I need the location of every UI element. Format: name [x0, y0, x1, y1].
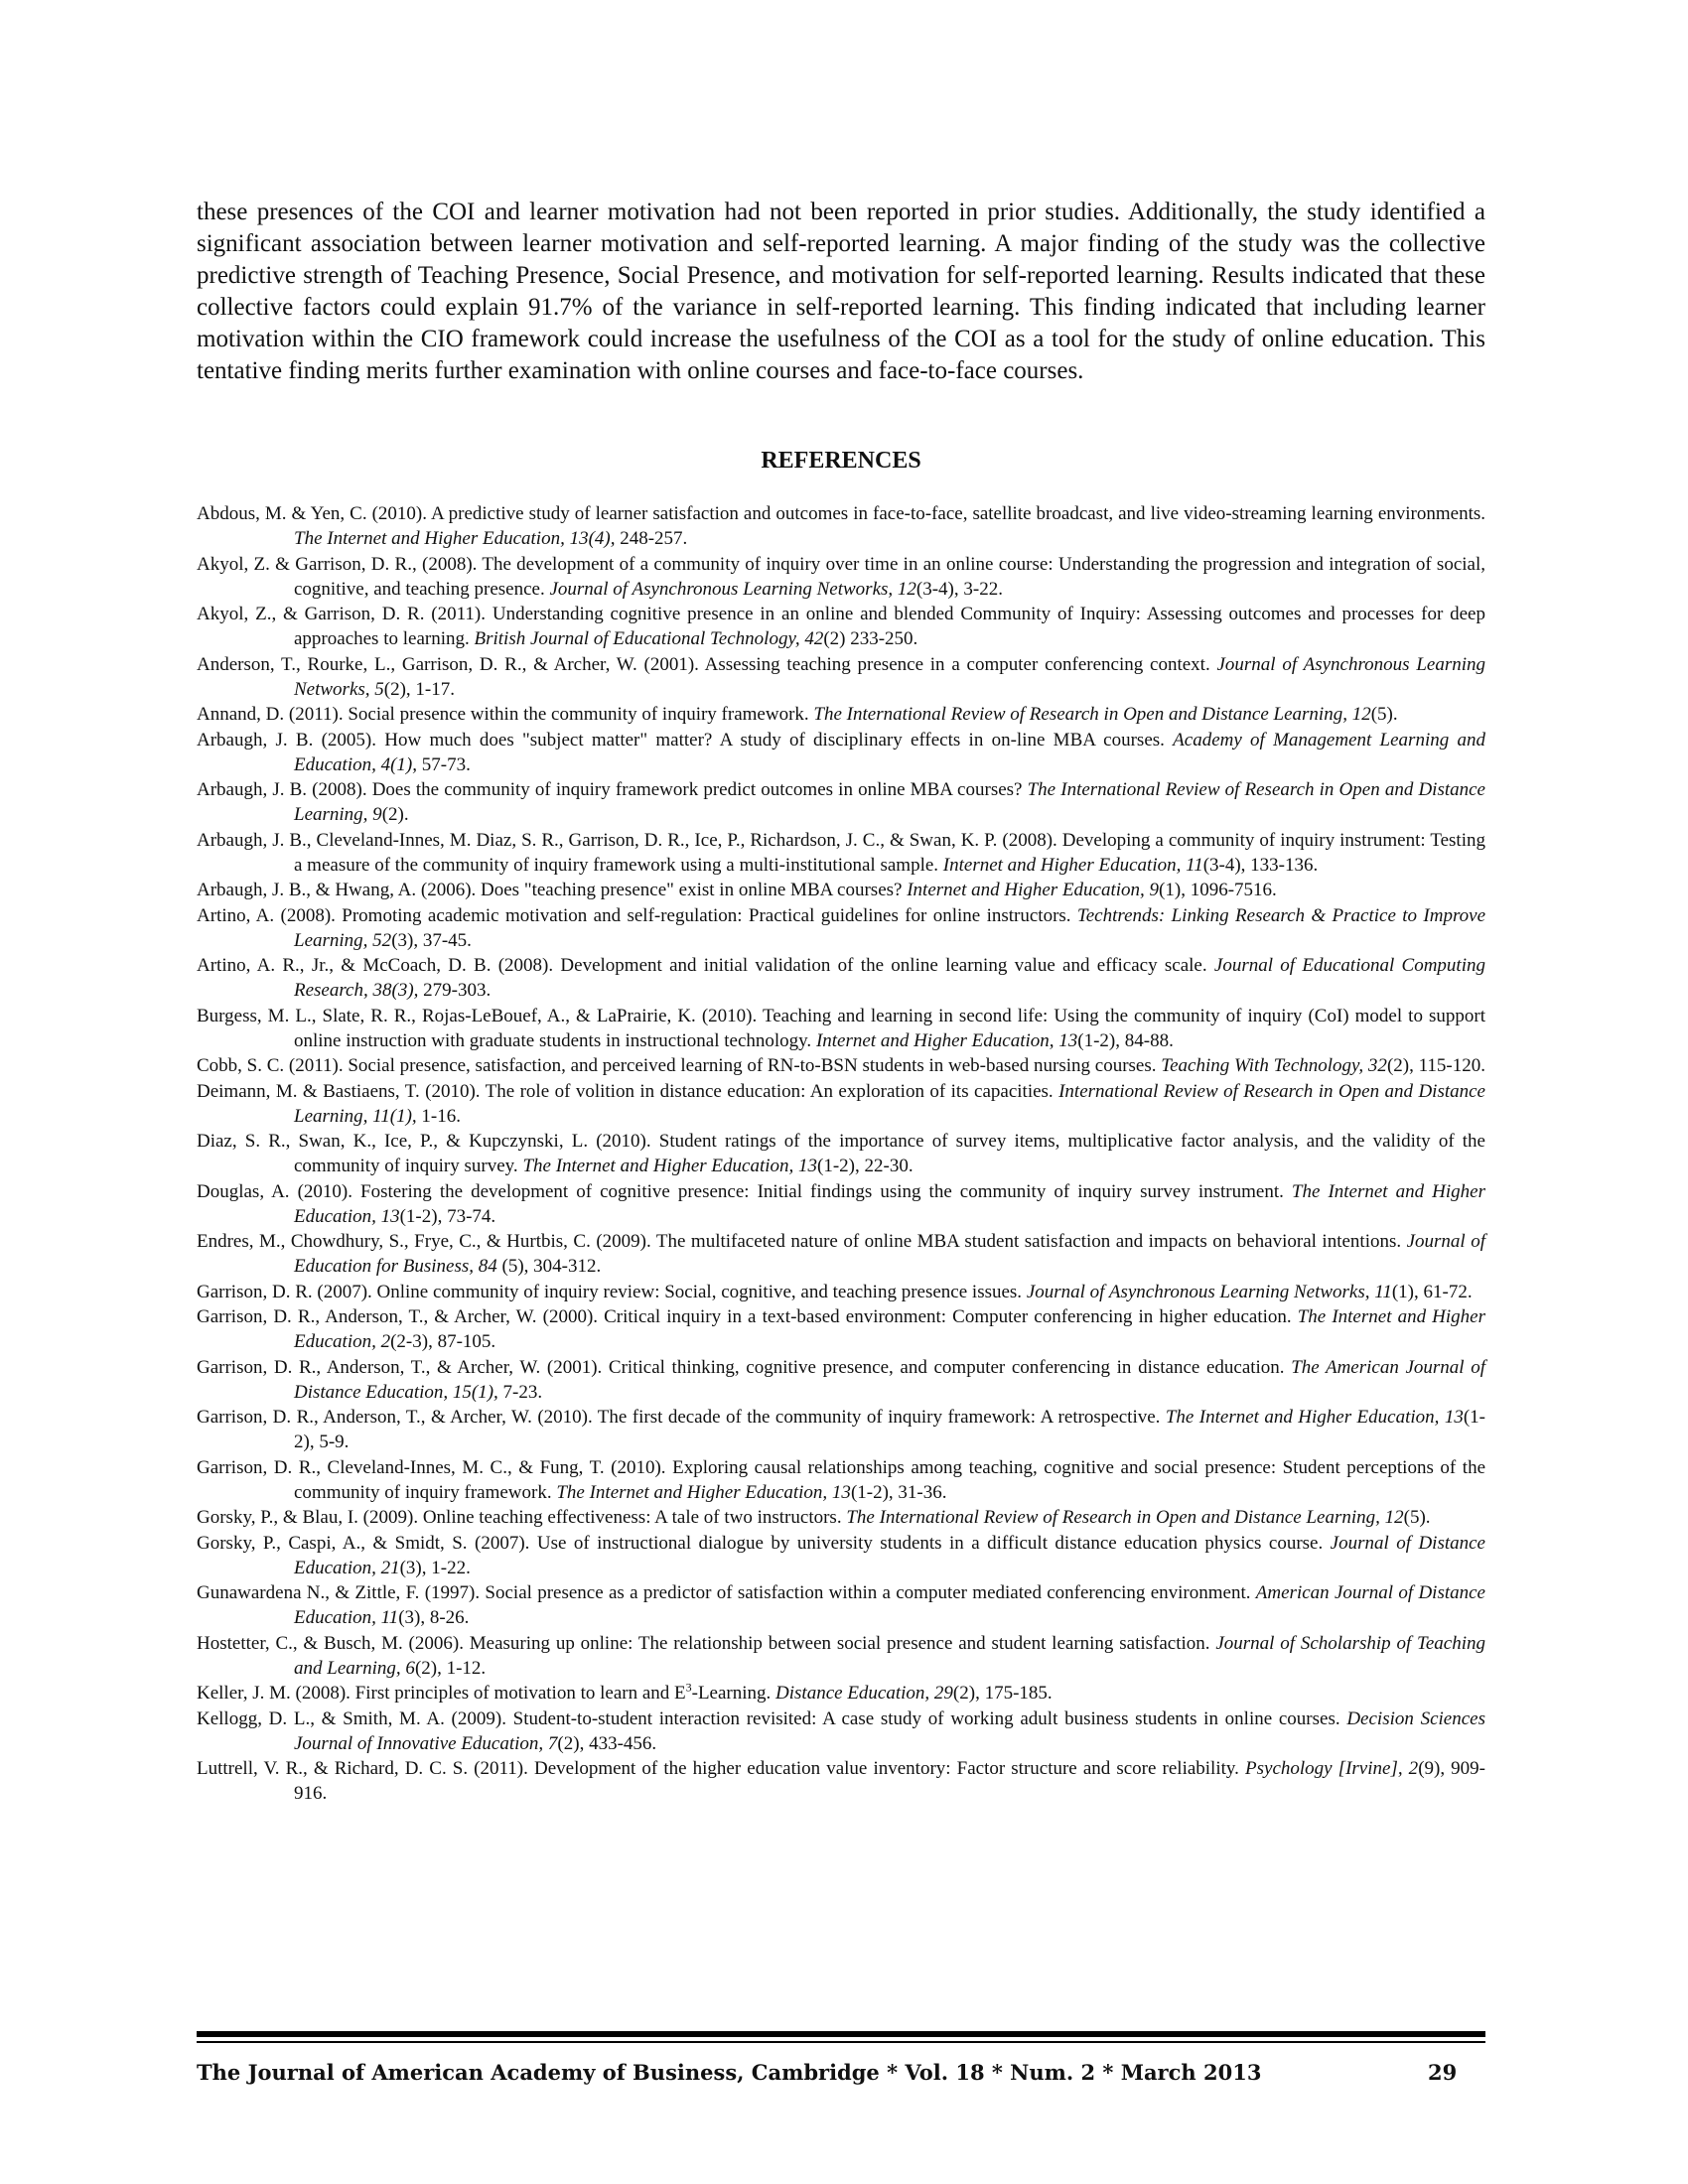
- reference-details: 57-73.: [417, 753, 471, 775]
- reference-text: Akyol, Z., & Garrison, D. R. (2011). Understanding cognitive presence in an online and blended Community of Inquiry: Assessing outcomes and processes for deep approaches to learning.: [197, 604, 1485, 649]
- reference-details: (5), 304-312.: [496, 1256, 602, 1277]
- reference-text: Kellogg, D. L., & Smith, M. A. (2009). Student-to-student interaction revisited: A case study of working adult business students in online courses.: [197, 1707, 1347, 1729]
- reference-text: Gorsky, P., & Blau, I. (2009). Online teaching effectiveness: A tale of two instructors.: [197, 1507, 847, 1528]
- reference-entry: [197, 1505, 1485, 1530]
- references-list: [197, 501, 1485, 1807]
- reference-source-title: Journal of Scholarship of Teaching and Learning, 6: [294, 1632, 1485, 1679]
- reference-source-title: Decision Sciences Journal of Innovative Education, 7: [294, 1707, 1485, 1754]
- reference-source-title: Internet and Higher Education, 9: [907, 880, 1160, 900]
- reference-text: Burgess, M. L., Slate, R. R., Rojas-LeBouef, A., & LaPrairie, K. (2010). Teaching and learning in second life: Using the community of inquiry (CoI) model to support online instruction with graduate students in instructional technology.: [197, 1005, 1485, 1051]
- reference-details: (2-3), 87-105.: [390, 1331, 496, 1352]
- reference-text: Luttrell, V. R., & Richard, D. C. S. (2011). Development of the higher education value inventory: Factor structure and score reliability.: [197, 1758, 1246, 1779]
- reference-source-title: The Internet and Higher Education, 13: [522, 1156, 818, 1176]
- reference-details: (2) 233-250.: [823, 628, 918, 649]
- reference-source-title: The International Review of Research in Open and Distance Learning, 12: [813, 704, 1371, 725]
- reference-details: 248-257.: [615, 528, 688, 549]
- reference-entry: [197, 1179, 1485, 1229]
- reference-details: (2), 115-120.: [1386, 1055, 1485, 1076]
- reference-text: Artino, A. R., Jr., & McCoach, D. B. (2008). Development and initial validation of the online learning value and efficacy scale.: [197, 955, 1214, 976]
- reference-entry: [197, 1681, 1485, 1706]
- reference-source-title: Techtrends: Linking Research & Practice to Improve Learning, 52: [294, 904, 1486, 951]
- reference-text: Deimann, M. & Bastiaens, T. (2010). The role of volition in distance education: An exploration of its capacities.: [197, 1080, 1059, 1102]
- reference-text: Anderson, T., Rourke, L., Garrison, D. R., & Archer, W. (2001). Assessing teaching presence in a computer conferencing context.: [197, 653, 1217, 675]
- reference-text: Garrison, D. R. (2007). Online community of inquiry review: Social, cognitive, and teaching presence issues.: [197, 1281, 1027, 1302]
- reference-text: Gorsky, P., Caspi, A., & Smidt, S. (2007). Use of instructional dialogue by university students in a difficult distance education physics course.: [197, 1532, 1331, 1554]
- reference-details: (1-2), 84-88.: [1077, 1029, 1174, 1051]
- reference-details: (2).: [381, 804, 409, 825]
- reference-details: (9), 909-916.: [294, 1758, 1486, 1804]
- reference-entry: [197, 878, 1485, 902]
- reference-text: Keller, J. M. (2008). First principles of motivation to learn and E: [197, 1683, 686, 1704]
- reference-entry: [197, 1280, 1485, 1304]
- reference-source-title: The International Review of Research in Open and Distance Learning, 12: [846, 1507, 1404, 1528]
- reference-source-title: The Internet and Higher Education, 13(4),: [294, 528, 616, 549]
- reference-source-title: Internet and Higher Education, 11: [942, 854, 1203, 876]
- reference-source-title: Journal of Education for Business, 84: [294, 1231, 1485, 1277]
- reference-details: (3-4), 3-22.: [915, 578, 1003, 600]
- reference-entry: [197, 1455, 1485, 1505]
- reference-entry: [197, 1756, 1485, 1806]
- reference-entry: [197, 1129, 1485, 1178]
- reference-details: (3), 37-45.: [391, 929, 472, 951]
- reference-entry: [197, 1631, 1485, 1681]
- reference-details: (2), 433-456.: [557, 1732, 657, 1754]
- reference-details: (1-2), 73-74.: [399, 1205, 496, 1227]
- reference-details: (1), 61-72.: [1391, 1281, 1473, 1302]
- references-heading: REFERENCES: [761, 448, 921, 474]
- reference-entry: [197, 501, 1485, 551]
- reference-entry: [197, 1531, 1485, 1580]
- reference-source-title: The Internet and Higher Education, 13: [294, 1180, 1485, 1227]
- reference-source-title: The Internet and Higher Education, 2: [294, 1306, 1485, 1352]
- reference-source-title: Teaching With Technology, 32: [1161, 1055, 1387, 1076]
- reference-details: (1), 1096-7516.: [1159, 880, 1277, 900]
- reference-details: (3), 8-26.: [398, 1607, 470, 1628]
- reference-text: -Learning.: [691, 1683, 776, 1704]
- body-paragraph: these presences of the COI and learner motivation had not been reported in prior studies. Additionally, the study identified a significant association between learner motivation and self-reported learning. A major finding of the study was the collective predictive strength of Teaching Presence, Social Presence, and motivation for self-reported learning. Results indicated that these collective factors could explain 91.7% of the variance in self-reported learning. This finding indicated that including learner motivation within the CIO framework could increase the usefulness of the COI as a tool for the study of online education. This tentative finding merits further examination with online courses and face-to-face courses.: [197, 199, 1485, 384]
- reference-text: Artino, A. (2008). Promoting academic motivation and self-regulation: Practical guidelines for online instructors.: [197, 904, 1077, 926]
- reference-source-title: The Internet and Higher Education, 13: [556, 1481, 851, 1503]
- reference-source-title: Journal of Educational Computing Research, 38(3),: [294, 955, 1485, 1001]
- reference-details: (3), 1-22.: [399, 1557, 471, 1578]
- reference-text: Garrison, D. R., Anderson, T., & Archer, W. (2001). Critical thinking, cognitive presence, and computer conferencing in distance education.: [197, 1356, 1292, 1378]
- reference-text: Endres, M., Chowdhury, S., Frye, C., & Hurtbis, C. (2009). The multifaceted nature of online MBA student satisfaction and impacts on behavioral intentions.: [197, 1231, 1407, 1252]
- reference-text: Hostetter, C., & Busch, M. (2006). Measuring up online: The relationship between social presence and student learning satisfaction.: [197, 1632, 1216, 1654]
- reference-text: Garrison, D. R., Cleveland-Innes, M. C., & Fung, T. (2010). Exploring causal relationships among teaching, cognitive and social presence: Student perceptions of the community of inquiry framework.: [197, 1456, 1485, 1503]
- reference-text: Douglas, A. (2010). Fostering the development of cognitive presence: Initial findings using the community of inquiry survey instrument.: [197, 1180, 1292, 1202]
- reference-text: Arbaugh, J. B. (2005). How much does "subject matter" matter? A study of disciplinary effects in on-line MBA courses.: [197, 729, 1174, 751]
- reference-text: Cobb, S. C. (2011). Social presence, satisfaction, and perceived learning of RN-to-BSN students in web-based nursing courses.: [197, 1055, 1162, 1076]
- reference-source-title: Journal of Asynchronous Learning Networks, 5: [294, 653, 1485, 700]
- reference-details: (2), 175-185.: [952, 1683, 1053, 1704]
- reference-text: Arbaugh, J. B. (2008). Does the community of inquiry framework predict outcomes in online MBA courses?: [197, 779, 1028, 800]
- reference-details: 279-303.: [418, 980, 492, 1001]
- reference-source-title: Distance Education, 29: [775, 1683, 953, 1704]
- reference-entry: [197, 702, 1485, 727]
- reference-entry: [197, 953, 1485, 1003]
- reference-entry: [197, 552, 1485, 602]
- reference-text: Akyol, Z. & Garrison, D. R., (2008). The development of a community of inquiry over time in an online course: Understanding the progression and integration of social, cognitive, and teaching presence.: [197, 553, 1485, 600]
- reference-source-title: Academy of Management Learning and Education, 4(1),: [294, 729, 1485, 775]
- reference-details: (2), 1-17.: [383, 678, 456, 700]
- reference-entry: [197, 1053, 1485, 1078]
- reference-entry: [197, 1004, 1485, 1053]
- reference-entry: [197, 777, 1485, 827]
- reference-details: (1-2), 31-36.: [850, 1481, 947, 1503]
- reference-text: Abdous, M. & Yen, C. (2010). A predictive study of learner satisfaction and outcomes in face-to-face, satellite broadcast, and live video-streaming learning environments.: [197, 503, 1485, 524]
- reference-text: Garrison, D. R., Anderson, T., & Archer, W. (2010). The first decade of the community of inquiry framework: A retrospective.: [197, 1407, 1166, 1428]
- reference-text: Garrison, D. R., Anderson, T., & Archer, W. (2000). Critical inquiry in a text-based environment: Computer conferencing in higher education.: [197, 1306, 1298, 1327]
- reference-details: 1-16.: [416, 1105, 461, 1127]
- reference-entry: [197, 1706, 1485, 1756]
- reference-entry: [197, 1304, 1485, 1354]
- reference-superscript: 3: [685, 1680, 692, 1695]
- reference-entry: [197, 828, 1485, 878]
- reference-entry: [197, 602, 1485, 651]
- reference-source-title: Psychology [Irvine], 2: [1245, 1758, 1419, 1779]
- reference-entry: [197, 1079, 1485, 1129]
- reference-entry: [197, 652, 1485, 702]
- reference-details: 7-23.: [497, 1381, 543, 1403]
- journal-footer: The Journal of American Academy of Business, Cambridge * Vol. 18 * Num. 2 * March 2013: [197, 2060, 1262, 2085]
- reference-text: Annand, D. (2011). Social presence within the community of inquiry framework.: [197, 704, 814, 725]
- reference-text: Arbaugh, J. B., Cleveland-Innes, M. Diaz, S. R., Garrison, D. R., Ice, P., Richardson, J. C., & Swan, K. P. (2008). Developing a community of inquiry instrument: Testing a measure of the community of inquiry framework using a multi-institutional sample.: [197, 829, 1485, 876]
- reference-details: (1-2), 22-30.: [817, 1156, 914, 1176]
- reference-source-title: The International Review of Research in Open and Distance Learning, 9: [294, 779, 1485, 825]
- reference-source-title: British Journal of Educational Technology, 42: [474, 628, 824, 649]
- reference-source-title: American Journal of Distance Education, 11: [294, 1582, 1485, 1628]
- reference-source-title: Journal of Asynchronous Learning Networks, 11: [1026, 1281, 1392, 1302]
- reference-entry: [197, 1355, 1485, 1405]
- reference-entry: [197, 1580, 1485, 1630]
- reference-text: Arbaugh, J. B., & Hwang, A. (2006). Does "teaching presence" exist in online MBA courses?: [197, 880, 908, 900]
- reference-entry: [197, 1405, 1485, 1454]
- reference-details: (5).: [1403, 1507, 1431, 1528]
- reference-source-title: The American Journal of Distance Education, 15(1),: [294, 1356, 1485, 1403]
- reference-source-title: Journal of Distance Education, 21: [294, 1532, 1485, 1578]
- reference-text: Diaz, S. R., Swan, K., Ice, P., & Kupczynski, L. (2010). Student ratings of the importance of survey items, multiplicative factor analysis, and the validity of the community of inquiry survey.: [197, 1131, 1485, 1176]
- reference-entry: [197, 1229, 1485, 1279]
- reference-source-title: Journal of Asynchronous Learning Networks, 12: [549, 578, 916, 600]
- footer-rule-thin: [197, 2041, 1485, 2043]
- reference-source-title: The Internet and Higher Education, 13: [1165, 1407, 1464, 1428]
- reference-details: (2), 1-12.: [414, 1657, 487, 1679]
- footer-rule-thick: [197, 2031, 1485, 2037]
- reference-source-title: Internet and Higher Education, 13: [815, 1029, 1078, 1051]
- reference-entry: [197, 903, 1485, 953]
- reference-details: (3-4), 133-136.: [1202, 854, 1319, 876]
- reference-text: Gunawardena N., & Zittle, F. (1997). Social presence as a predictor of satisfaction within a computer mediated conferencing environment.: [197, 1582, 1256, 1603]
- reference-details: (5).: [1370, 704, 1398, 725]
- page-number: 29: [1428, 2060, 1458, 2085]
- reference-entry: [197, 728, 1485, 777]
- reference-details: (1-2), 5-9.: [294, 1407, 1485, 1452]
- reference-source-title: International Review of Research in Open and Distance Learning, 11(1),: [294, 1080, 1485, 1127]
